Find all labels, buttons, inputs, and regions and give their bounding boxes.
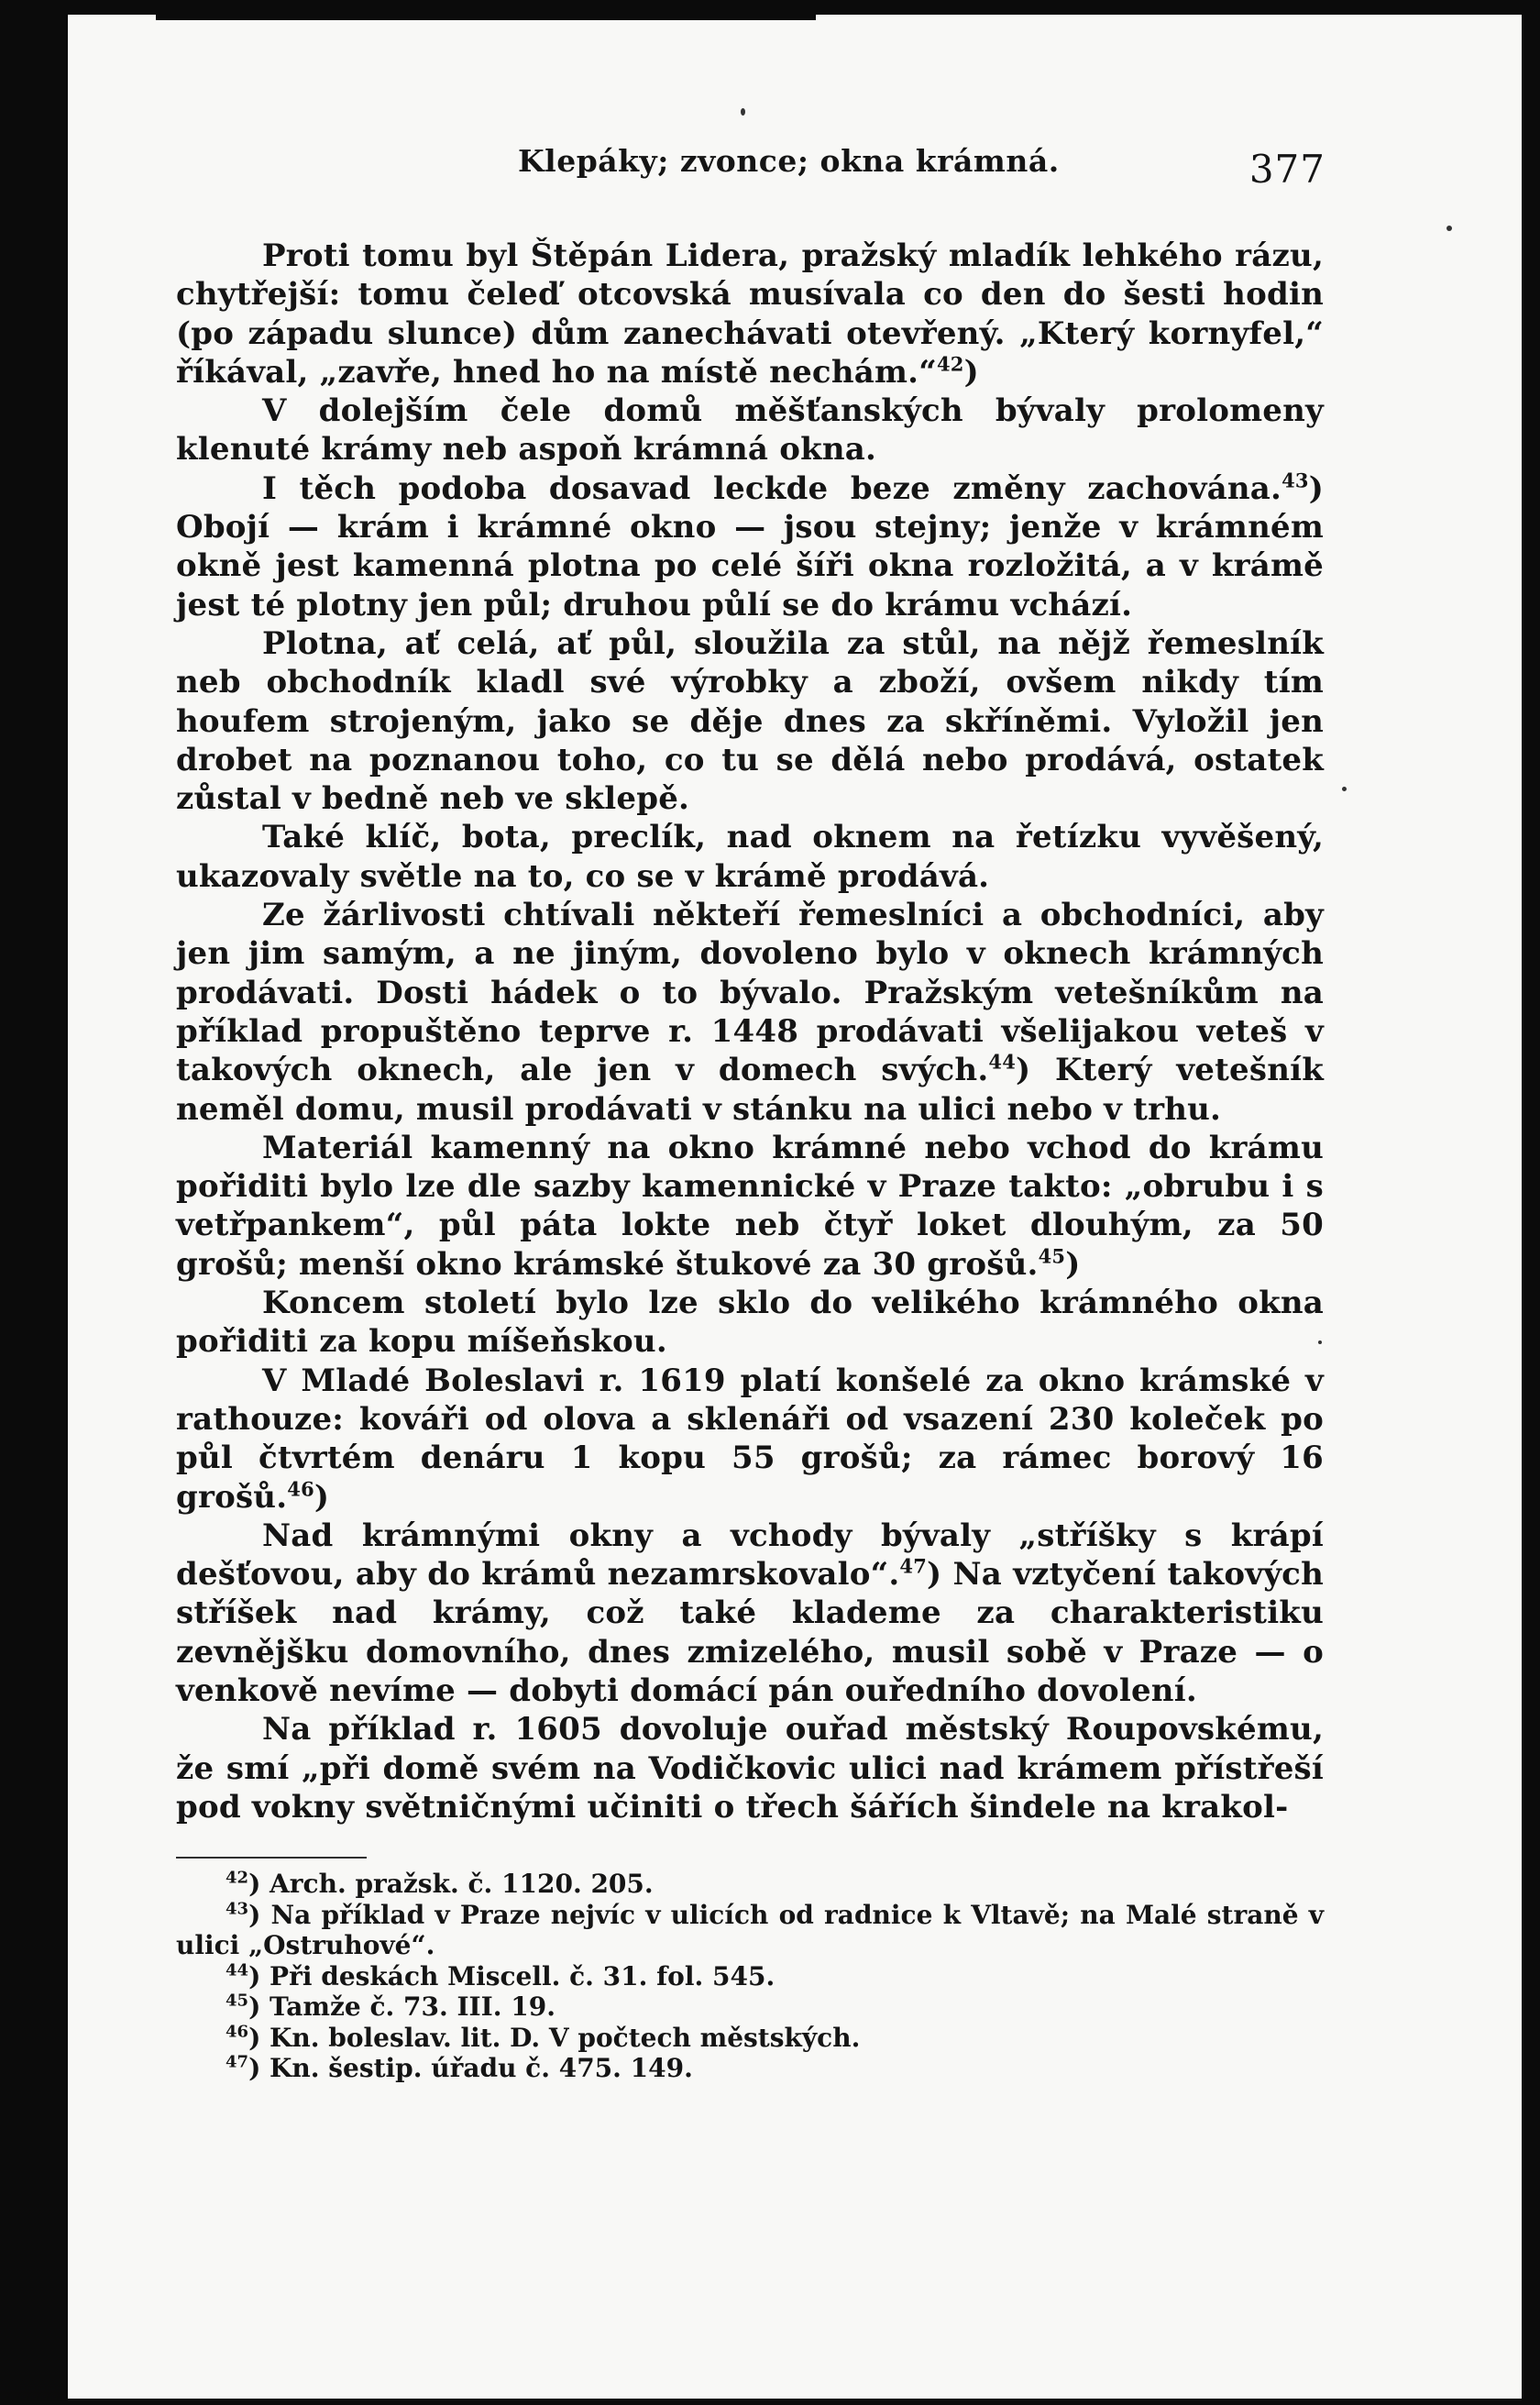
paragraph (176, 1284, 1324, 1362)
print-speck (741, 108, 745, 116)
page-top-shadow (156, 15, 816, 20)
paragraph (176, 1517, 1324, 1710)
paragraph-text-after: ) (963, 353, 979, 391)
print-speck (1318, 1340, 1322, 1344)
footnote-mark: 42 (226, 1868, 249, 1888)
paragraph (176, 237, 1324, 392)
footnote (176, 1991, 1324, 2023)
footnote (176, 1900, 1324, 1961)
footnote-mark: 46 (226, 2022, 249, 2042)
footnote-ref: 45 (1038, 1244, 1066, 1268)
paragraph-text-after: ) (314, 1478, 330, 1516)
paragraph-text: Také klíč, bota, preclík, nad oknem na řetízku vyvěšený, ukazovaly světle na to, co se v krámě prodává. (176, 819, 1324, 895)
footnote-text: ) Kn. boleslav. lit. D. V počtech městských. (248, 2022, 861, 2053)
footnote-ref: 44 (988, 1050, 1017, 1074)
paragraph (176, 896, 1324, 1129)
footnote-separator (176, 1857, 367, 1859)
footnote-text: ) Na příklad v Praze nejvíc v ulicích od radnice k Vltavě; na Malé straně v ulici „Ostruhové“. (176, 1899, 1324, 1960)
body-text (176, 237, 1324, 1826)
footnotes (176, 1869, 1324, 2084)
footnote-text: ) Kn. šestip. úřadu č. 475. 149. (248, 2053, 693, 2083)
print-speck (1446, 226, 1452, 231)
paragraph-text: Materiál kamenný na okno krámné nebo vchod do krámu pořiditi bylo lze dle sazby kamennické v Praze takto: „obrubu i s vetřpankem“, půl páta lokte neb čtyř loket dlouhým, za 50 grošů; menší okno krámské štukové za 30 grošů. (176, 1129, 1324, 1283)
footnote-text: ) Tamže č. 73. III. 19. (248, 1991, 556, 2022)
paragraph (176, 1362, 1324, 1517)
paragraph-text-after: ) Který vetešník neměl domu, musil prodávati v stánku na ulici nebo v trhu. (176, 1052, 1325, 1128)
paragraph-text-after: ) Na vztyčení takových stříšek nad krámy, což také klademe za charakteristiku zevnějšku domovního, dnes zmizelého, musil sobě v Praze — o venkově nevíme — dobyti domácí pán ouředního dovolení. (176, 1556, 1324, 1709)
running-head: Klepáky; zvonce; okna krámná. (518, 143, 1060, 179)
footnote-mark: 43 (226, 1899, 249, 1919)
paragraph-text: Plotna, ať celá, ať půl, sloužila za stůl, na nějž řemeslník neb obchodník kladl své výrobky a zboží, ovšem nikdy tím houfem strojeným, jako se děje dnes za skříněmi. Vyložil jen drobet na poznanou toho, co tu se dělá nebo prodává, ostatek zůstal v bedně neb ve sklepě. (176, 624, 1324, 818)
print-speck (1342, 787, 1347, 791)
footnote-mark: 47 (226, 2052, 249, 2072)
paragraph-text: Na příklad r. 1605 dovoluje ouřad městský Roupovskému, že smí „při domě svém na Vodičkovic ulici nad krámem přístřeší pod vokny světničnými učiniti o třech šářích šindele na krakol- (176, 1711, 1324, 1826)
paragraph (176, 624, 1324, 818)
footnote-ref: 42 (936, 352, 964, 376)
paragraph-text: Proti tomu byl Štěpán Lidera, pražský mladík lehkého rázu, chytřejší: tomu čeleď otcovská musívala co den do šesti hodin (po západu slunce) dům zanechávati otevřený. „Který kornyfel,“ říkával, „zavře, hned ho na místě nechám.“ (176, 237, 1324, 391)
paragraph-text: Ze žárlivosti chtívali někteří řemeslníci a obchodníci, aby jen jim samým, a ne jiným, dovoleno bylo v oknech krámných prodávati. Dosti hádek o to bývalo. Pražským vetešníkům na příklad propuštěno teprve r. 1448 prodávati všelijakou veteš v takových oknech, ale jen v domech svých. (176, 897, 1324, 1089)
footnote-ref: 43 (1282, 469, 1309, 492)
paragraph (176, 392, 1324, 469)
paragraph (176, 1129, 1324, 1284)
footnote-mark: 44 (226, 1960, 249, 1980)
paragraph-text: V dolejším čele domů měšťanských bývaly prolomeny klenuté krámy neb aspoň krámná okna. (176, 392, 1324, 469)
paragraph (176, 469, 1324, 624)
paragraph (176, 818, 1324, 896)
paragraph-text: I těch podoba dosavad leckde beze změny zachována. (262, 469, 1282, 507)
footnote-mark: 45 (226, 1991, 249, 2011)
page-number: 377 (1248, 147, 1326, 192)
footnote (176, 2053, 1324, 2084)
paragraph-text: Nad krámnými okny a vchody bývaly „stříšky s krápí dešťovou, aby do krámů nezamrskovalo“. (176, 1517, 1324, 1594)
footnote-ref: 47 (899, 1554, 928, 1578)
footnote-text: ) Při deskách Miscell. č. 31. fol. 545. (248, 1960, 776, 1991)
paragraph-text-after: ) (1065, 1245, 1081, 1283)
paragraph-text: V Mladé Boleslavi r. 1619 platí konšelé za okno krámské v rathouze: kováři od olova a sklenáři od vsazení 230 koleček po půl čtvrtém denáru 1 kopu 55 grošů; za rámec borový 16 grošů. (176, 1362, 1324, 1516)
footnote-ref: 46 (287, 1477, 314, 1501)
paragraph-text: Koncem století bylo lze sklo do velikého krámného okna pořiditi za kopu míšeňskou. (176, 1285, 1324, 1361)
footnote (176, 1961, 1324, 1992)
paragraph (176, 1710, 1324, 1826)
footnote (176, 1869, 1324, 1900)
paragraph-text-after: ) Obojí — krám i krámné okno — jsou stejny; jenže v krámném okně jest kamenná plotna po celé šíři okna rozložitá, a v krámě jest té plotny jen půl; druhou půlí se do krámu vchází. (176, 469, 1324, 623)
footnote (176, 2023, 1324, 2054)
footnote-text: ) Arch. pražsk. č. 1120. 205. (248, 1869, 654, 1899)
